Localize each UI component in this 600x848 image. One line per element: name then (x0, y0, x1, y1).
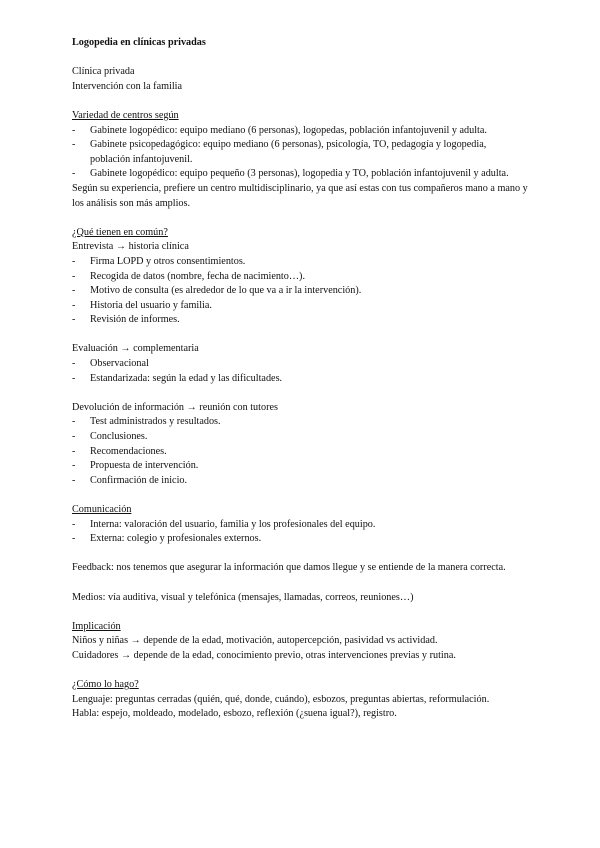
centros-note: Según su experiencia, prefiere un centro multidisciplinario, ya que así estas con tus compañeros mano a mano y los análisis son más amplios. (72, 182, 528, 209)
evaluacion-label: Evaluación → complementaria (72, 343, 199, 355)
list-item: - Conclusiones. (72, 430, 528, 445)
centros-heading: Variedad de centros según (72, 109, 179, 121)
list-item: - Revisión de informes. (72, 313, 528, 328)
implicacion-heading: Implicación (72, 620, 121, 632)
centros-list (72, 124, 528, 182)
implicacion-line: Cuidadores → depende de la edad, conocimiento previo, otras intervenciones previas y rutina. (72, 649, 456, 661)
evaluacion-list (72, 357, 528, 386)
como-line: Habla: espejo, moldeado, modelado, esbozo, reflexión (¿suena igual?), registro. (72, 708, 397, 720)
list-item: - Gabinete logopédico: equipo mediano (6 personas), logopedas, población infantojuvenil y adulta. (72, 124, 528, 139)
comunicacion-heading: Comunicación (72, 504, 132, 515)
list-item: - Test administrados y resultados. (72, 415, 528, 430)
entrevista-list (72, 255, 528, 328)
list-item: - Gabinete psicopedagógico: equipo mediano (6 personas), psicología, TO, pedagogía y logopedia, población infantojuvenil. (72, 138, 528, 167)
list-item: - Confirmación de inicio. (72, 474, 528, 489)
comun-heading: ¿Qué tienen en común? (72, 226, 168, 238)
list-item: - Propuesta de intervención. (72, 459, 528, 474)
medios-paragraph: Medios: vía auditiva, visual y telefónica (mensajes, llamadas, correos, reuniones…) (72, 591, 414, 603)
implicacion-line: Niños y niñas → depende de la edad, motivación, autopercepción, pasividad vs actividad. (72, 635, 438, 647)
comunicacion-list (72, 518, 528, 547)
como-line: Lenguaje: preguntas cerradas (quién, qué, donde, cuándo), esbozos, preguntas abiertas, reformulación. (72, 693, 490, 705)
feedback-paragraph: Feedback: nos tenemos que asegurar la información que damos llegue y se entiende de la manera correcta. (72, 562, 506, 574)
devolucion-label: Devolución de información → reunión con tutores (72, 401, 278, 413)
list-item: - Estandarizada: según la edad y las dificultades. (72, 372, 528, 387)
intro-line: Intervención con la familia (72, 80, 183, 92)
document-page (72, 36, 528, 722)
entrevista-label: Entrevista → historia clínica (72, 241, 189, 253)
list-item: - Externa: colegio y profesionales externos. (72, 532, 528, 547)
list-item: - Motivo de consulta (es alrededor de lo que va a ir la intervención). (72, 284, 528, 299)
list-item: - Observacional (72, 357, 528, 372)
como-heading: ¿Cómo lo hago? (72, 679, 139, 691)
list-item: - Interna: valoración del usuario, familia y los profesionales del equipo. (72, 518, 528, 533)
list-item: - Recomendaciones. (72, 445, 528, 460)
intro-line: Clínica privada (72, 66, 135, 78)
devolucion-list (72, 415, 528, 488)
list-item: - Gabinete logopédico: equipo pequeño (3 personas), logopedia y TO, población infantojuvenil y adulta. (72, 167, 528, 182)
list-item: - Firma LOPD y otros consentimientos. (72, 255, 528, 270)
list-item: - Recogida de datos (nombre, fecha de nacimiento…). (72, 270, 528, 285)
list-item: - Historia del usuario y familia. (72, 299, 528, 314)
document-title: Logopedia en clínicas privadas (72, 37, 206, 48)
